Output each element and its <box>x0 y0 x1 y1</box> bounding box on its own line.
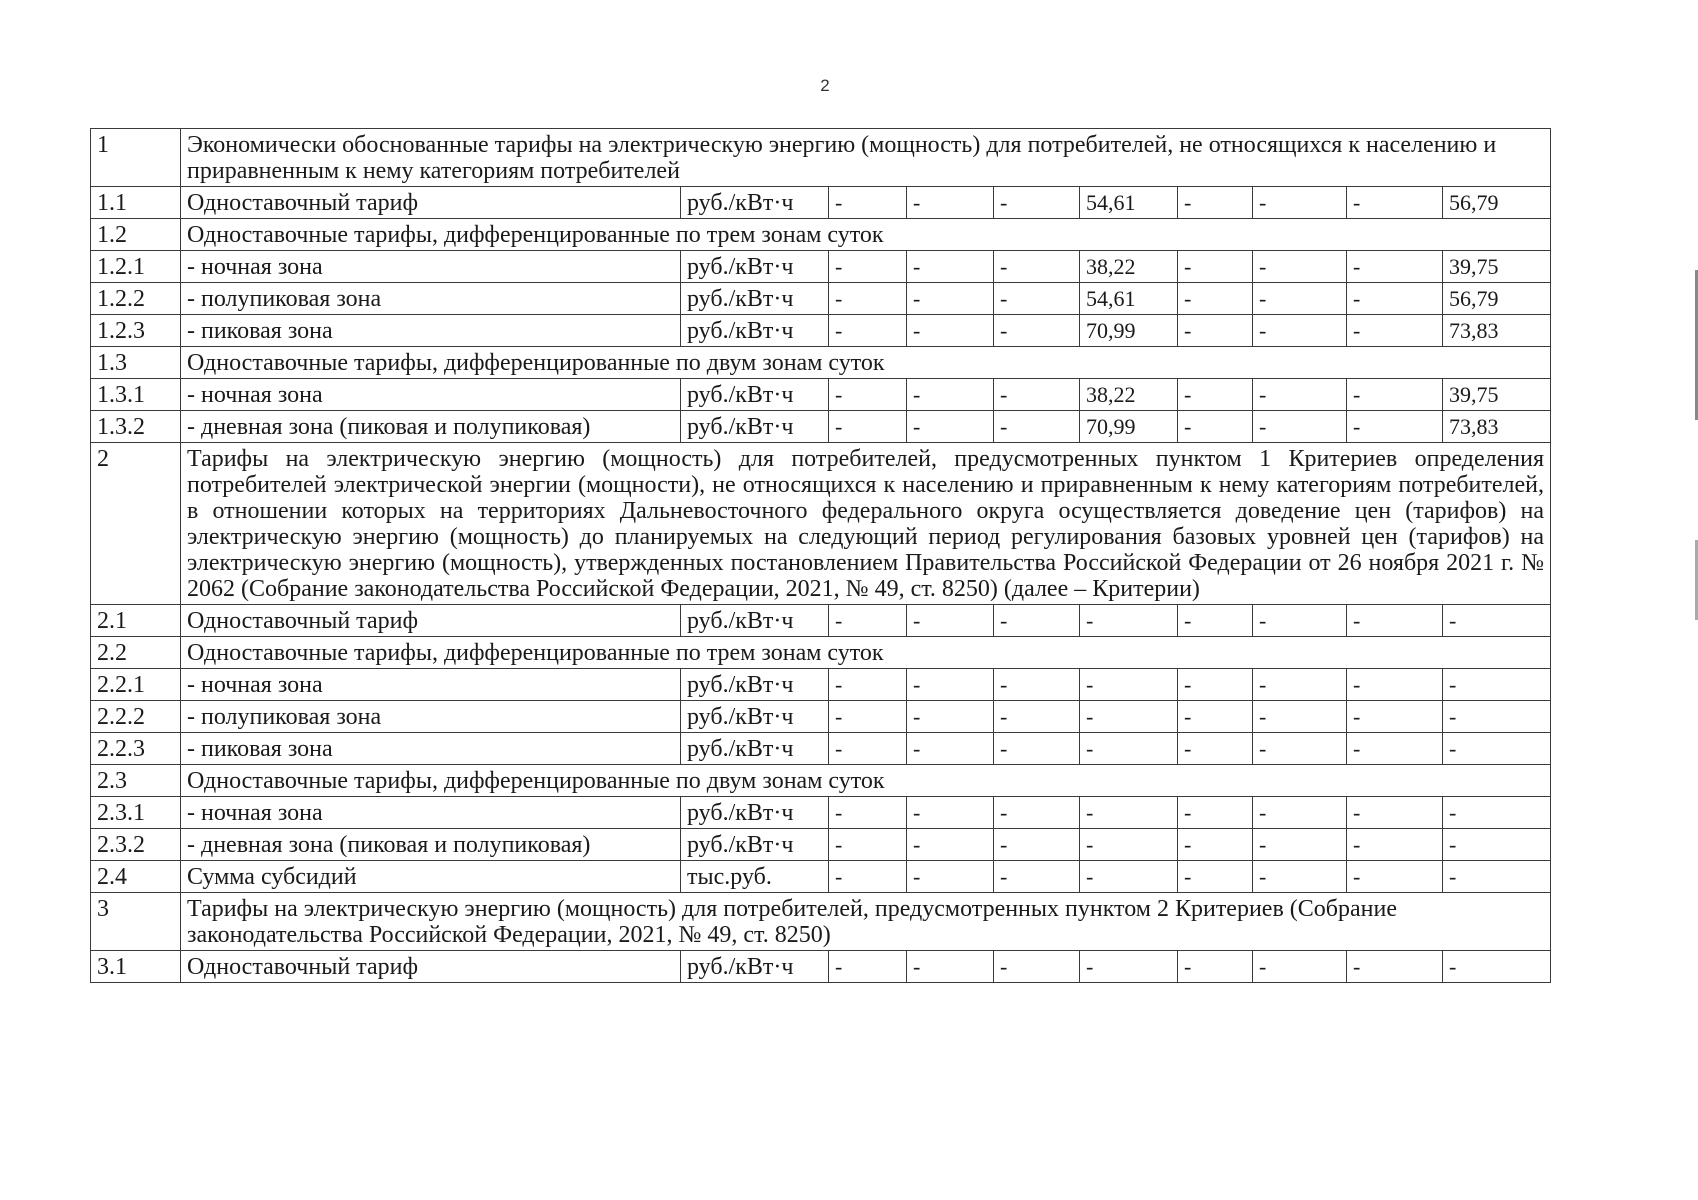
unit-cell: руб./кВт·ч <box>681 829 829 861</box>
value-cell: 70,99 <box>1080 411 1178 443</box>
value-cell: - <box>907 251 994 283</box>
value-cell: - <box>994 669 1080 701</box>
value-cell: - <box>829 861 907 893</box>
table-row <box>91 347 1551 379</box>
tariff-table <box>90 128 1551 983</box>
value-cell: - <box>1253 251 1347 283</box>
value-cell: - <box>829 605 907 637</box>
value-cell: - <box>1347 797 1443 829</box>
row-number: 2.1 <box>91 605 181 637</box>
table-row <box>91 861 1551 893</box>
value-cell: - <box>1347 861 1443 893</box>
value-cell: - <box>994 187 1080 219</box>
value-cell: - <box>907 315 994 347</box>
value-cell: - <box>1178 251 1253 283</box>
value-cell: - <box>1347 829 1443 861</box>
value-cell: - <box>1443 861 1551 893</box>
table-row <box>91 733 1551 765</box>
value-cell: - <box>1080 829 1178 861</box>
unit-cell: руб./кВт·ч <box>681 187 829 219</box>
row-label: - ночная зона <box>181 379 681 411</box>
value-cell: - <box>1178 283 1253 315</box>
table-row <box>91 637 1551 669</box>
value-cell: - <box>994 701 1080 733</box>
value-cell: - <box>1178 411 1253 443</box>
row-label: - полупиковая зона <box>181 283 681 315</box>
section-heading: Одноставочные тарифы, дифференцированные по двум зонам суток <box>181 347 1551 379</box>
value-cell: - <box>829 669 907 701</box>
value-cell: - <box>829 411 907 443</box>
value-cell: - <box>1253 733 1347 765</box>
value-cell: - <box>994 797 1080 829</box>
row-number: 2.2.3 <box>91 733 181 765</box>
value-cell: - <box>907 411 994 443</box>
section-heading: Экономически обоснованные тарифы на электрическую энергию (мощность) для потребителей, не относящихся к населению и приравненным к нему категориям потребителей <box>181 129 1551 187</box>
table-row <box>91 411 1551 443</box>
value-cell: - <box>1253 797 1347 829</box>
row-label: - дневная зона (пиковая и полупиковая) <box>181 829 681 861</box>
section-heading: Одноставочные тарифы, дифференцированные по трем зонам суток <box>181 637 1551 669</box>
row-number: 2.4 <box>91 861 181 893</box>
table-row <box>91 251 1551 283</box>
value-cell: - <box>1443 829 1551 861</box>
unit-cell: руб./кВт·ч <box>681 733 829 765</box>
unit-cell: руб./кВт·ч <box>681 251 829 283</box>
value-cell: - <box>907 187 994 219</box>
section-heading: Одноставочные тарифы, дифференцированные по двум зонам суток <box>181 765 1551 797</box>
value-cell: - <box>829 251 907 283</box>
value-cell: - <box>907 283 994 315</box>
value-cell: - <box>1443 701 1551 733</box>
value-cell: - <box>1443 669 1551 701</box>
row-label: Сумма субсидий <box>181 861 681 893</box>
row-number: 1.2.3 <box>91 315 181 347</box>
row-number: 1.3.1 <box>91 379 181 411</box>
row-number: 1.3 <box>91 347 181 379</box>
value-cell: - <box>907 797 994 829</box>
row-number: 2.3 <box>91 765 181 797</box>
value-cell: 39,75 <box>1443 379 1551 411</box>
value-cell: - <box>1178 379 1253 411</box>
unit-cell: руб./кВт·ч <box>681 669 829 701</box>
row-number: 1.2.1 <box>91 251 181 283</box>
value-cell: - <box>1347 701 1443 733</box>
row-number: 1.2 <box>91 219 181 251</box>
table-row <box>91 605 1551 637</box>
value-cell: - <box>1253 669 1347 701</box>
row-number: 1.1 <box>91 187 181 219</box>
row-label: - ночная зона <box>181 797 681 829</box>
row-label: Одноставочный тариф <box>181 605 681 637</box>
table-row <box>91 765 1551 797</box>
table-row <box>91 379 1551 411</box>
value-cell: - <box>829 951 907 983</box>
row-label: Одноставочный тариф <box>181 951 681 983</box>
unit-cell: руб./кВт·ч <box>681 951 829 983</box>
row-number: 2.3.1 <box>91 797 181 829</box>
value-cell: - <box>1253 829 1347 861</box>
table-row <box>91 701 1551 733</box>
row-number: 2 <box>91 443 181 605</box>
value-cell: - <box>1178 951 1253 983</box>
row-number: 1 <box>91 129 181 187</box>
value-cell: - <box>907 605 994 637</box>
value-cell: - <box>1347 379 1443 411</box>
row-number: 2.2.1 <box>91 669 181 701</box>
value-cell: - <box>829 283 907 315</box>
value-cell: - <box>1253 951 1347 983</box>
value-cell: - <box>1178 733 1253 765</box>
page-number: 2 <box>820 76 830 95</box>
row-number: 2.2.2 <box>91 701 181 733</box>
value-cell: - <box>1178 861 1253 893</box>
value-cell: - <box>1347 187 1443 219</box>
row-label: Одноставочный тариф <box>181 187 681 219</box>
unit-cell: руб./кВт·ч <box>681 315 829 347</box>
section-heading: Тарифы на электрическую энергию (мощность) для потребителей, предусмотренных пунктом 1 Критериев определения потребителей электрической энергии (мощности), не относящихся к населению и приравненным к нему категориям потребителей, в отношении которых на территориях Дальневосточного федерального округа осуществляется доведение цен (тарифов) на электрическую энергию (мощность) до планируемых на следующий период регулирования базовых уровней цен (тарифов) на электрическую энергию (мощность), утвержденных постановлением Правительства Российской Федерации от 26 ноября 2021 г. № 2062 (Собрание законодательства Российской Федерации, 2021, № 49, ст. 8250) (далее – Критерии) <box>181 443 1551 605</box>
value-cell: - <box>829 379 907 411</box>
value-cell: - <box>994 411 1080 443</box>
value-cell: - <box>1347 733 1443 765</box>
value-cell: - <box>1253 187 1347 219</box>
value-cell: - <box>1080 669 1178 701</box>
unit-cell: тыс.руб. <box>681 861 829 893</box>
value-cell: 73,83 <box>1443 411 1551 443</box>
value-cell: - <box>1347 283 1443 315</box>
row-number: 2.3.2 <box>91 829 181 861</box>
unit-cell: руб./кВт·ч <box>681 411 829 443</box>
section-heading: Тарифы на электрическую энергию (мощность) для потребителей, предусмотренных пунктом 2 Критериев (Собрание законодательства Российской Федерации, 2021, № 49, ст. 8250) <box>181 893 1551 951</box>
value-cell: 38,22 <box>1080 379 1178 411</box>
value-cell: - <box>829 315 907 347</box>
table-row <box>91 797 1551 829</box>
value-cell: - <box>907 861 994 893</box>
table-row <box>91 219 1551 251</box>
value-cell: - <box>907 701 994 733</box>
table-row <box>91 951 1551 983</box>
value-cell: - <box>994 283 1080 315</box>
value-cell: - <box>1347 605 1443 637</box>
row-number: 3.1 <box>91 951 181 983</box>
value-cell: - <box>1253 605 1347 637</box>
row-number: 3 <box>91 893 181 951</box>
value-cell: - <box>1253 861 1347 893</box>
row-number: 2.2 <box>91 637 181 669</box>
row-label: - ночная зона <box>181 669 681 701</box>
value-cell: - <box>1347 251 1443 283</box>
table-row <box>91 129 1551 187</box>
value-cell: - <box>1178 829 1253 861</box>
table-row <box>91 187 1551 219</box>
value-cell: - <box>994 315 1080 347</box>
value-cell: - <box>994 951 1080 983</box>
value-cell: - <box>994 605 1080 637</box>
value-cell: - <box>907 733 994 765</box>
value-cell: - <box>1253 701 1347 733</box>
value-cell: - <box>1178 187 1253 219</box>
value-cell: - <box>1178 669 1253 701</box>
value-cell: - <box>829 829 907 861</box>
value-cell: - <box>1178 315 1253 347</box>
value-cell: - <box>1347 411 1443 443</box>
table-row <box>91 829 1551 861</box>
value-cell: - <box>1443 605 1551 637</box>
value-cell: - <box>1443 797 1551 829</box>
value-cell: - <box>1253 379 1347 411</box>
value-cell: - <box>1253 283 1347 315</box>
value-cell: - <box>1443 733 1551 765</box>
table-row <box>91 669 1551 701</box>
value-cell: - <box>1443 951 1551 983</box>
value-cell: - <box>1347 669 1443 701</box>
table-row <box>91 443 1551 605</box>
value-cell: - <box>1253 411 1347 443</box>
value-cell: - <box>1080 861 1178 893</box>
value-cell: 73,83 <box>1443 315 1551 347</box>
row-number: 1.2.2 <box>91 283 181 315</box>
value-cell: 38,22 <box>1080 251 1178 283</box>
value-cell: 39,75 <box>1443 251 1551 283</box>
unit-cell: руб./кВт·ч <box>681 283 829 315</box>
value-cell: - <box>829 733 907 765</box>
row-label: - ночная зона <box>181 251 681 283</box>
row-label: - полупиковая зона <box>181 701 681 733</box>
value-cell: - <box>907 379 994 411</box>
value-cell: - <box>829 797 907 829</box>
value-cell: - <box>1080 701 1178 733</box>
table-row <box>91 315 1551 347</box>
table-row <box>91 283 1551 315</box>
value-cell: 54,61 <box>1080 283 1178 315</box>
row-label: - пиковая зона <box>181 733 681 765</box>
value-cell: - <box>994 251 1080 283</box>
value-cell: - <box>907 951 994 983</box>
section-heading: Одноставочные тарифы, дифференцированные по трем зонам суток <box>181 219 1551 251</box>
row-number: 1.3.2 <box>91 411 181 443</box>
value-cell: 56,79 <box>1443 187 1551 219</box>
row-label: - пиковая зона <box>181 315 681 347</box>
value-cell: - <box>1347 315 1443 347</box>
value-cell: - <box>994 829 1080 861</box>
value-cell: - <box>907 829 994 861</box>
value-cell: - <box>1080 797 1178 829</box>
value-cell: - <box>829 701 907 733</box>
value-cell: 56,79 <box>1443 283 1551 315</box>
value-cell: - <box>1080 733 1178 765</box>
value-cell: 54,61 <box>1080 187 1178 219</box>
value-cell: - <box>1253 315 1347 347</box>
unit-cell: руб./кВт·ч <box>681 605 829 637</box>
value-cell: 70,99 <box>1080 315 1178 347</box>
unit-cell: руб./кВт·ч <box>681 379 829 411</box>
value-cell: - <box>1347 951 1443 983</box>
unit-cell: руб./кВт·ч <box>681 701 829 733</box>
value-cell: - <box>907 669 994 701</box>
value-cell: - <box>1178 605 1253 637</box>
value-cell: - <box>1080 605 1178 637</box>
value-cell: - <box>1178 797 1253 829</box>
value-cell: - <box>994 379 1080 411</box>
value-cell: - <box>994 861 1080 893</box>
row-label: - дневная зона (пиковая и полупиковая) <box>181 411 681 443</box>
value-cell: - <box>829 187 907 219</box>
value-cell: - <box>994 733 1080 765</box>
value-cell: - <box>1080 951 1178 983</box>
table-row <box>91 893 1551 951</box>
unit-cell: руб./кВт·ч <box>681 797 829 829</box>
value-cell: - <box>1178 701 1253 733</box>
